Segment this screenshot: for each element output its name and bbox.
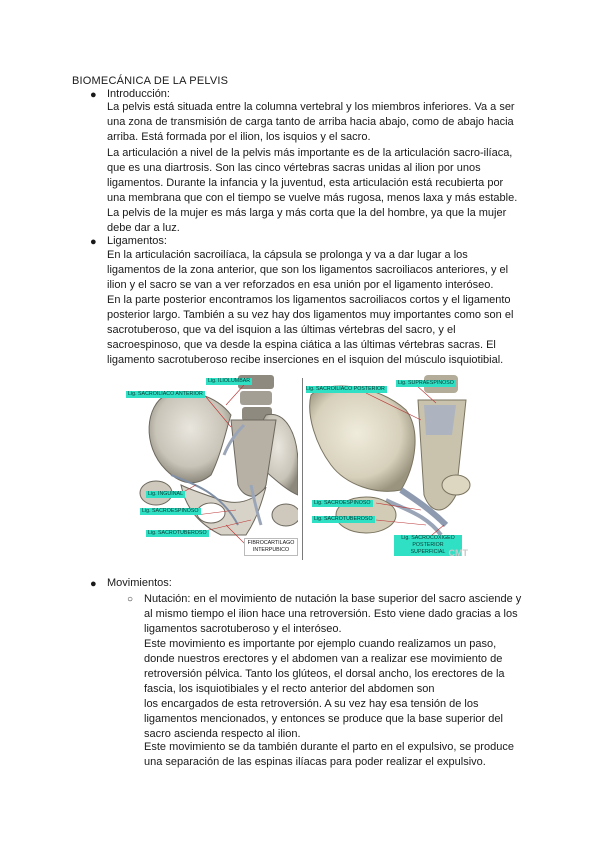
label-sacrocoxigeo: Lig. SACROCOXIGEO POSTERIOR SUPERFICIAL bbox=[394, 535, 462, 556]
section-heading-movements: Movimientos: bbox=[107, 577, 172, 589]
figure-divider bbox=[302, 378, 303, 560]
label-fibrocartilago: FIBROCARTILAGO INTERPUBICO bbox=[244, 538, 298, 556]
bullet-icon: ● bbox=[90, 578, 97, 590]
label-inguinal: Lig. INGUINAL bbox=[148, 491, 184, 497]
label-iliolumbar: Lig. ILIOLUMBAR bbox=[208, 378, 251, 384]
intro-paragraph-3: La pelvis de la mujer es más larga y más corta que la del hombre, ya que la mujer debe dar a luz. bbox=[107, 207, 507, 234]
ligaments-paragraph-1: En la articulación sacroilíaca, la cápsula se prolonga y va a dar lugar a los ligamentos de la zona anterior, que son los ligamentos sacroiliacos anteriores, y el ilion y el sacro se van a ver reforzados en esa unión por el ligamento interóseo. bbox=[107, 249, 509, 291]
bullet-icon: ● bbox=[90, 89, 97, 101]
section-heading-ligaments: Ligamentos: bbox=[107, 235, 167, 247]
label-sacroiliaco-posterior: Lig. SACROILIACO POSTERIOR bbox=[306, 386, 385, 392]
posterior-pelvis-illustration bbox=[306, 375, 476, 560]
nutation-paragraph-2: Este movimiento es importante por ejemplo cuando realizamos un paso, donde nuestros erectores y el abdomen van a realizar ese movimiento de retroversión pélvica. Tanto los glúteos, el dorsal ancho, los erectores de la fascia, los isquiotibiales y el recto anterior del abdomen son bbox=[144, 638, 505, 695]
label-supraespinoso: Lig. SUPRAESPINOSO bbox=[398, 380, 454, 386]
document-title: BIOMECÁNICA DE LA PELVIS bbox=[72, 75, 229, 87]
watermark-logo: CMT bbox=[448, 548, 468, 558]
nutation-paragraph-3: los encargados de esta retroversión. A su vez hay esa tensión de los ligamentos mencionados, y entonces se produce que la base superior del sacro ascienda respecto al ilion. bbox=[144, 698, 503, 740]
anterior-pelvis-illustration bbox=[126, 375, 298, 560]
pelvis-ligaments-figure bbox=[126, 375, 476, 560]
intro-paragraph-2: La articulación a nivel de la pelvis más importante es de la articulación sacro-ilíaca, que es una diartrosis. Son las cinco vértebras sacras unidas al ilion por unos ligamentos. Durante la infancia y la juventud, esta articulación está recubierta por una membrana que con el tiempo se vuelve más rugosa, menos laxa y más estable. bbox=[107, 147, 518, 204]
intro-paragraph-1: La pelvis está situada entre la columna vertebral y los miembros inferiores. Va a ser una zona de transmisión de carga tanto de arriba hacia abajo, como de abajo hacia arriba. Está formada por el ilion, los isquios y el sacro. bbox=[107, 101, 515, 143]
label-sacrotuberoso-right: Lig. SACROTUBEROSO bbox=[314, 516, 373, 522]
section-heading-intro: Introducción: bbox=[107, 88, 170, 100]
bullet-icon: ● bbox=[90, 236, 97, 248]
nutation-paragraph-4: Este movimiento se da también durante el parto en el expulsivo, se produce una separación de las espinas ilíacas para poder realizar el expulsivo. bbox=[144, 741, 514, 768]
nutation-paragraph-1: Nutación: en el movimiento de nutación la base superior del sacro asciende y al mismo tiempo el ilion hace una retroversión. Esto viene dado gracias a los ligamentos sacrotuberoso y el interóseo. bbox=[144, 593, 522, 635]
label-sacroespinoso-left: Lig. SACROESPINOSO bbox=[142, 508, 199, 514]
label-sacroiliaco-anterior: Lig. SACROILIACO ANTERIOR bbox=[128, 391, 203, 397]
ligaments-paragraph-2: En la parte posterior encontramos los ligamentos sacroiliacos cortos y el ligamento posterior largo. También a su vez hay dos ligamentos muy importantes como son el sacrotuberoso, que va del isquion a las últimas vértebras del sacro, y el sacroespinoso, que va desde la espina ciática a las últimas vértebras sacras. El ligamento sacrotuberoso recibe inserciones en el isquion del músculo isquiotibial. bbox=[107, 294, 514, 366]
sub-bullet-icon: ○ bbox=[127, 594, 134, 605]
label-sacroespinoso-right: Lig. SACROESPINOSO bbox=[314, 500, 371, 506]
label-sacrotuberoso-left: Lig. SACROTUBEROSO bbox=[148, 530, 207, 536]
